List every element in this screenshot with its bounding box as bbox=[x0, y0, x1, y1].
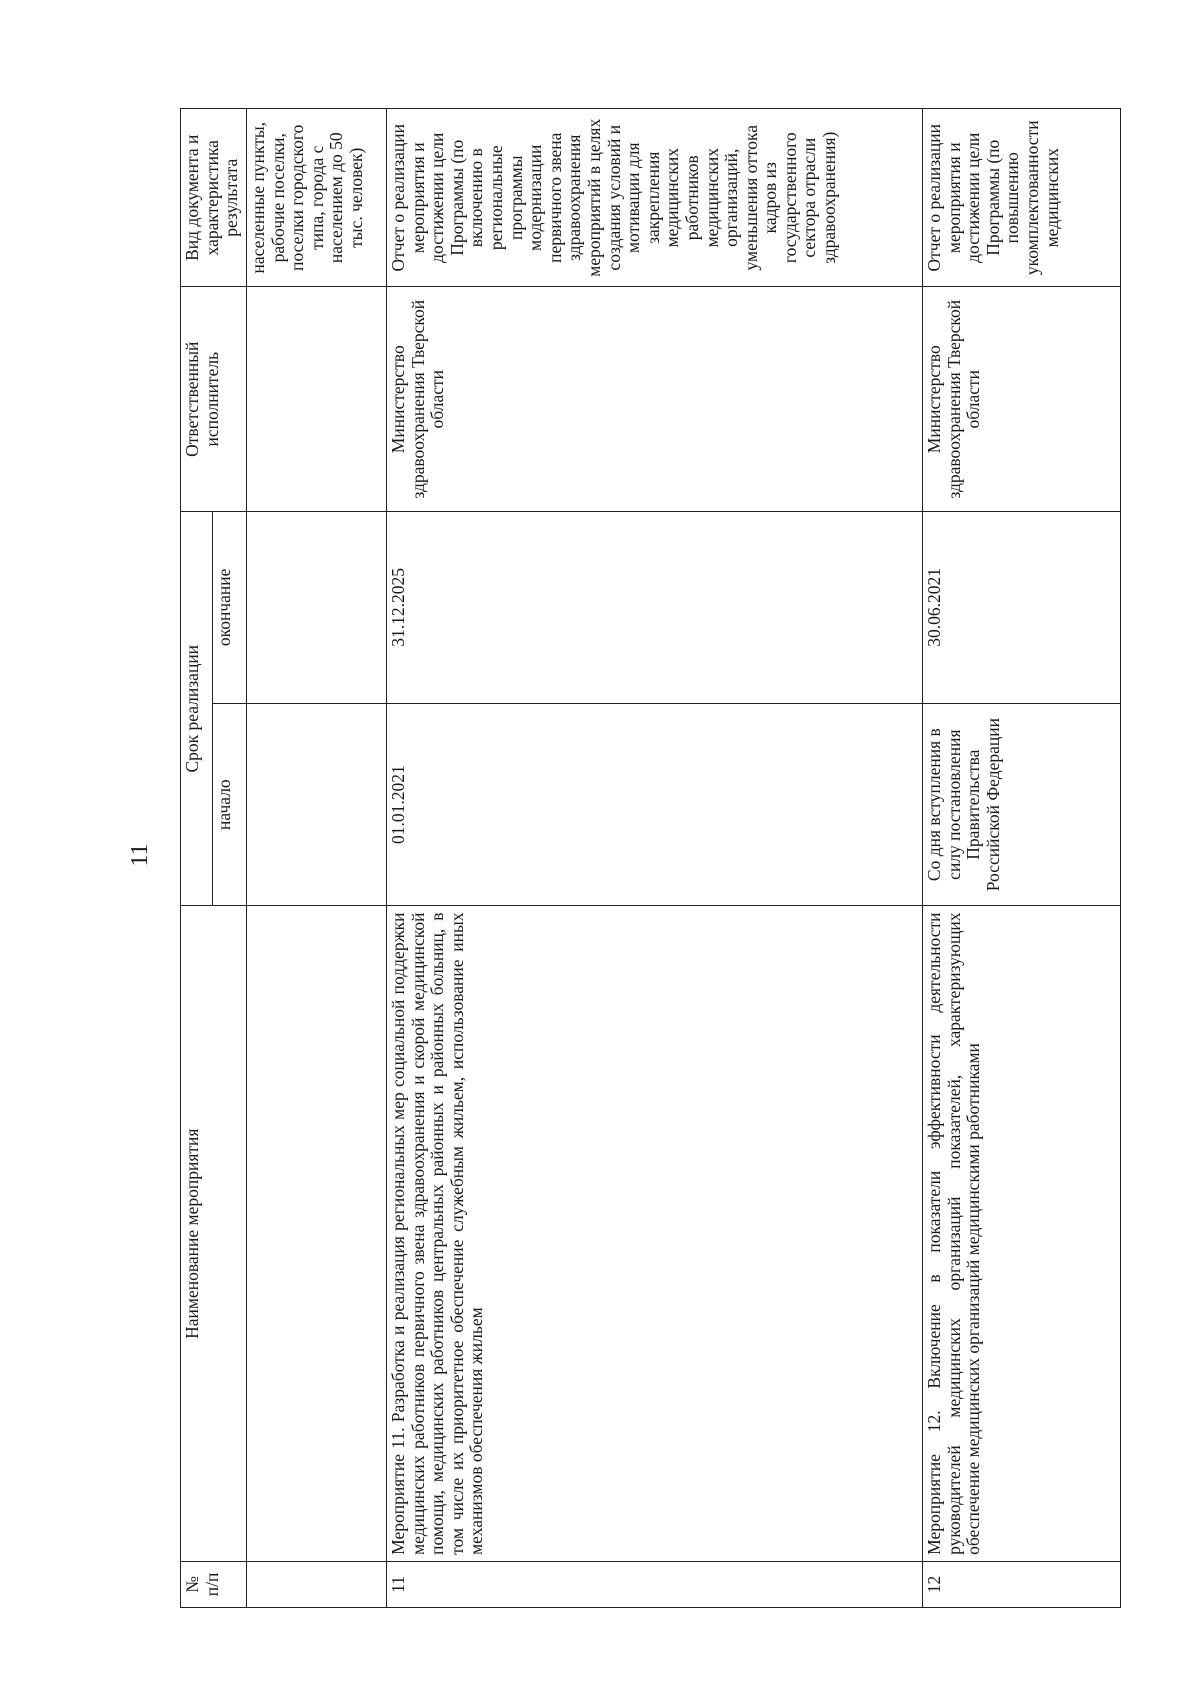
rotated-table-wrapper bbox=[180, 108, 1120, 1608]
row-doc: Отчет о реализации мероприятия и достижении цели Программы (по включению в региональные программы модернизации первичного звена здравоохранения мероприятий в целях создания условий и мотивации для закрепления медицинских работников медицинских организаций, уменьшения оттока кадров из государственного сектора отрасли здравоохранения) bbox=[387, 109, 923, 287]
row-name: Мероприятие 11. Разработка и реализация региональных мер социальной поддержки медицинских работников первичного звена здравоохранения и скорой медицинской помощи, медицинских работников центральных районных и районных больниц, в том числе их приоритетное обеспечение служебным жильем, использование иных механизмов обеспечения жильем bbox=[387, 906, 923, 1561]
row-start: Со дня вступления в силу постановления Правительства Российской Федерации bbox=[923, 703, 1121, 906]
row-doc: населенные пункты, рабочие поселки, поселки городского типа, города с населением до 50 тыс. человек) bbox=[247, 109, 387, 287]
table-row bbox=[923, 109, 1121, 1608]
row-responsible: Министерство здравоохранения Тверской области bbox=[923, 287, 1121, 512]
row-name bbox=[247, 906, 387, 1561]
row-name: Мероприятие 12. Включение в показатели эффективности деятельности руководителей медицинских организаций показателей, характеризующих обеспечение медицинских организаций медицинскими работниками bbox=[923, 906, 1121, 1561]
table-row bbox=[387, 109, 923, 1608]
header-period: Срок реализации bbox=[181, 512, 213, 906]
row-responsible bbox=[247, 287, 387, 512]
activities-table bbox=[180, 108, 1121, 1608]
header-num: № п/п bbox=[181, 1561, 247, 1607]
row-end: 31.12.2025 bbox=[387, 512, 923, 704]
table-row bbox=[247, 109, 387, 1608]
row-end bbox=[247, 512, 387, 704]
page-number: 11 bbox=[127, 843, 153, 867]
row-end: 30.06.2021 bbox=[923, 512, 1121, 704]
row-doc: Отчет о реализации мероприятия и достижении цели Программы (по повышению укомплектованности медицинских bbox=[923, 109, 1121, 287]
header-responsible: Ответственный исполнитель bbox=[181, 287, 247, 512]
row-num bbox=[247, 1561, 387, 1607]
header-end: окончание bbox=[213, 512, 247, 704]
row-start bbox=[247, 703, 387, 906]
row-num: 12 bbox=[923, 1561, 1121, 1607]
row-num: 11 bbox=[387, 1561, 923, 1607]
header-start: начало bbox=[213, 703, 247, 906]
row-start: 01.01.2021 bbox=[387, 703, 923, 906]
row-responsible: Министерство здравоохранения Тверской области bbox=[387, 287, 923, 512]
header-doc: Вид документа и характеристика результата bbox=[181, 109, 247, 287]
header-name: Наименование мероприятия bbox=[181, 906, 247, 1561]
